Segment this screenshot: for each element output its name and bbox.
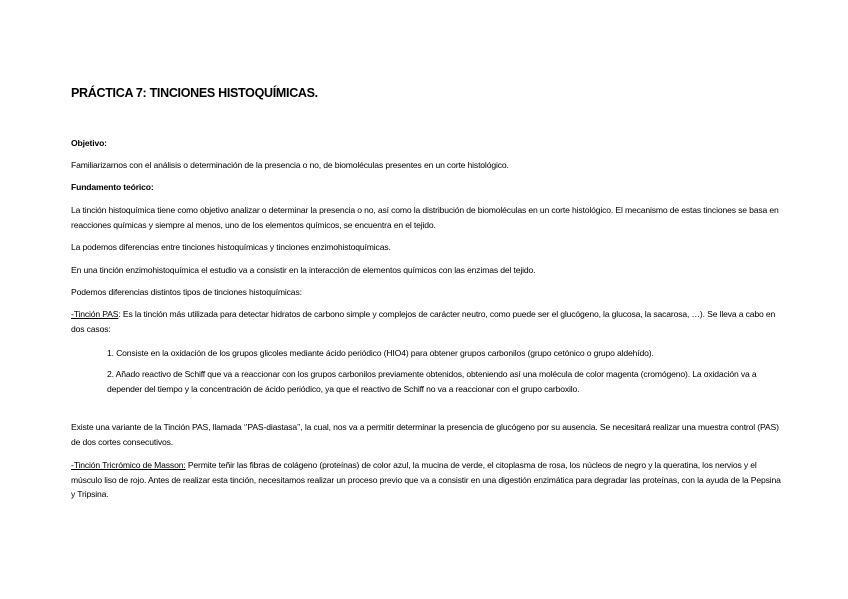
page-title: PRÁCTICA 7: TINCIONES HISTOQUÍMICAS.: [71, 86, 318, 100]
pas-text: : Es la tinción más utilizada para detectar hidratos de carbono simple y complejos de carácter neutro, como puede ser el glucógeno, la glucosa, la sacarosa, …). Se lleva a cabo en dos casos:: [71, 309, 776, 334]
list-item: 2. Añado reactivo de Schiff que va a reaccionar con los grupos carbonilos previamente obtenidos, obteniendo así una molécula de color magenta (cromógeno). La oxidación va a depender del tiempo y la concentración de ácido periódico, ya que el reactivo de Schiff no va a reaccionar con el grupo carboxilo.: [107, 369, 757, 394]
list-item: 1. Consiste en la oxidación de los grupos glicoles mediante ácido periódico (HIO4) para obtener grupos carbonilos (grupo cetónico o grupo aldehído).: [107, 348, 654, 358]
masson-label: -Tinción Tricrómico de Masson:: [71, 460, 186, 470]
fundamento-heading: Fundamento teórico:: [71, 182, 154, 192]
diferencias-paragraph: La podemos diferencias entre tinciones histoquímicas y tinciones enzimohistoquímicas.: [71, 242, 391, 252]
pas-diastasa-paragraph: Existe una variante de la Tinción PAS, llamada ‘’PAS-diastasa’’, la cual, nos va a permitir determinar la presencia de glucógeno por su ausencia. Se necesitará realizar una muestra control (PAS) de dos cortes consecutivos.: [71, 422, 779, 447]
pas-paragraph: [71, 307, 781, 336]
masson-text: Permite teñir las fibras de colágeno (proteínas) de color azul, la mucina de verde, el citoplasma de rosa, los núcleos de negro y la queratina, los nervios y el músculo liso de rojo. Antes de realizar esta tinción, necesitamos realizar un proceso previo que va a consistir en una digestión enzimática para degradar las proteínas, con la ayuda de la Pepsina y Tripsina.: [71, 460, 781, 499]
objetivo-heading: Objetivo:: [71, 138, 107, 148]
intro-paragraph: La tinción histoquímica tiene como objetivo analizar o determinar la presencia o no, así como la distribución de biomoléculas en un corte histológico. El mecanismo de estas tinciones se basa en reacciones químicas y siempre al menos, uno de los elementos químicos, se encuentra en el tejido.: [71, 205, 779, 230]
masson-paragraph: [71, 458, 781, 502]
enzimohistoquimica-paragraph: En una tinción enzimohistoquímica el estudio va a consistir en la interacción de elementos químicos con las enzimas del tejido.: [71, 265, 536, 275]
objetivo-paragraph: Familiarizarnos con el análisis o determinación de la presencia o no, de biomoléculas presentes en un corte histológico.: [71, 160, 509, 170]
pas-label: -Tinción PAS: [71, 309, 119, 319]
tipos-paragraph: Podemos diferencias distintos tipos de tinciones histoquímicas:: [71, 287, 302, 297]
